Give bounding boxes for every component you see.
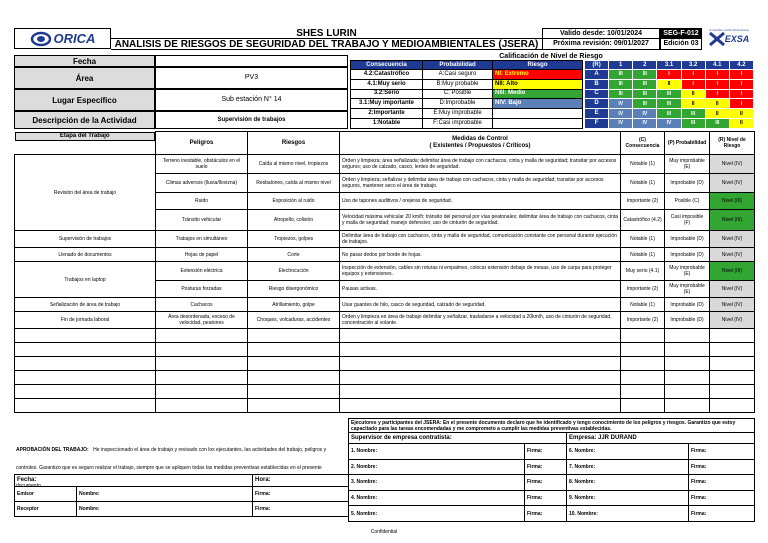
fecha-label: Fecha — [14, 55, 155, 67]
valid-from: Valido desde: 10/01/2024 — [542, 28, 660, 39]
legend-consecuencia: 3.1:Muy importante — [351, 99, 423, 109]
orica-swirl-icon — [30, 31, 52, 47]
row-etapa: Llenado de documentos — [15, 248, 156, 262]
orica-logo — [14, 28, 111, 49]
matrix-col-header: (R) — [585, 61, 609, 70]
empty-cell[interactable] — [248, 329, 340, 343]
matrix-cell: IV — [609, 118, 633, 128]
lugar-label: Lugar Específico — [14, 89, 155, 111]
empty-cell[interactable] — [710, 371, 755, 385]
row-probabilidad: Improbable (D) — [665, 298, 710, 312]
participant-nombre[interactable]: 8. Nombre: — [567, 475, 689, 491]
participant-nombre[interactable]: 1. Nombre: — [349, 444, 525, 460]
empty-cell[interactable] — [15, 329, 156, 343]
participant-nombre[interactable]: 9. Nombre: — [567, 490, 689, 506]
legend-probabilidad-header: Probabilidad — [423, 61, 493, 70]
row-consecuencia: Notable (1) — [621, 155, 665, 174]
matrix-row-header: C — [585, 89, 609, 99]
participant-firma[interactable]: Firma: — [689, 506, 755, 522]
hazard-table — [14, 131, 755, 413]
matrix-cell: III — [705, 118, 729, 128]
empty-cell[interactable] — [248, 371, 340, 385]
doc-code: SEG-F-012 — [660, 28, 702, 39]
next-review: Próxima revisión: 09/01/2027 — [542, 38, 660, 50]
matrix-cell: II — [705, 109, 729, 119]
empty-cell[interactable] — [156, 343, 248, 357]
edition: Edición 03 — [660, 38, 702, 50]
matrix-cell: IV — [633, 109, 657, 119]
matrix-col-header: 3.1 — [657, 61, 681, 70]
empty-cell[interactable] — [340, 329, 621, 343]
row-nivel: Nivel (III) — [710, 210, 755, 231]
desc-value[interactable]: Supervisión de trabajos — [155, 111, 348, 129]
matrix-cell: II — [705, 99, 729, 109]
matrix-cell: II — [657, 79, 681, 89]
row-riesgo: Atropello, colisión — [248, 210, 340, 231]
row-medida: Inspección de extensión, cables sin roturas ni empalmes, colocar extensión debajo de mesas, uso de carpa para proteger equipos y extensiones. — [340, 262, 621, 281]
empty-cell[interactable] — [156, 399, 248, 413]
col-medidas-title: Medidas de Control — [452, 136, 508, 142]
desc-label: Descripción de la Actividad — [14, 111, 155, 129]
row-probabilidad: Muy improbable (E) — [665, 262, 710, 281]
legend-probabilidad: A:Casi seguro — [423, 70, 493, 80]
participant-nombre[interactable]: 5. Nombre: — [349, 506, 525, 522]
lugar-value[interactable]: Sub estación N° 14 — [155, 89, 348, 111]
legend-consecuencia: 2:Importante — [351, 109, 423, 119]
participant-firma[interactable]: Firma: — [525, 475, 567, 491]
confidential-label: Confidential — [370, 529, 398, 535]
risk-table-title: Calificación de Nivel de Riesgo — [499, 52, 603, 60]
empty-cell[interactable] — [15, 357, 156, 371]
row-etapa: Fin de jornada laboral — [15, 312, 156, 329]
empty-cell[interactable] — [248, 357, 340, 371]
matrix-cell: IV — [609, 109, 633, 119]
col-probabilidad: (P) Probabilidad — [665, 132, 710, 155]
row-nivel: Nivel (IV) — [710, 155, 755, 174]
empty-cell[interactable] — [248, 385, 340, 399]
col-medidas-sub: ( Existentes / Propuestos / Críticos) — [429, 143, 531, 149]
empty-cell[interactable] — [248, 343, 340, 357]
empty-cell[interactable] — [665, 371, 710, 385]
row-probabilidad: Muy improbable (E) — [665, 155, 710, 174]
empty-cell[interactable] — [15, 399, 156, 413]
legend-empty — [493, 109, 583, 119]
empty-cell[interactable] — [665, 357, 710, 371]
row-etapa: Señalización de área de trabajo — [15, 298, 156, 312]
ejecutores-text: Ejecutores y participantes del JSERA: En el presente documento declaro que he identificado y tengo conocimiento de los peligros y riesgos. Garantizo que estoy capacitado para las tareas encomendadas y me comprometo a cumplir las medidas preventivas establecidas. — [349, 419, 755, 433]
emisor-label: Emisor — [15, 487, 77, 502]
exsa-x-icon — [709, 32, 725, 46]
matrix-cell: III — [657, 99, 681, 109]
empty-cell[interactable] — [248, 399, 340, 413]
legend-probabilidad: C: Posible — [423, 89, 493, 99]
row-riesgo: Corte — [248, 248, 340, 262]
row-nivel: Nivel (III) — [710, 193, 755, 210]
supervisor-label: Supervisor de empresa contratista: — [349, 433, 567, 444]
participant-nombre[interactable]: 2. Nombre: — [349, 459, 525, 475]
empty-cell[interactable] — [710, 343, 755, 357]
participant-firma[interactable]: Firma: — [689, 444, 755, 460]
receptor-label: Receptor — [15, 502, 77, 517]
empty-cell[interactable] — [621, 329, 665, 343]
row-nivel: Nivel (IV) — [710, 281, 755, 298]
row-peligro: Área desordenada, exceso de velocidad, peatones — [156, 312, 248, 329]
legend-consecuencia: 4.1:Muy serio — [351, 79, 423, 89]
row-medida: Orden y limpieza; señalizar y delimitar área de trabajo con cachacos, cinta y malla de seguridad; transitar por accesos seguros, mantener seco el área de trabajo. — [340, 174, 621, 193]
matrix-cell: III — [609, 79, 633, 89]
participant-firma[interactable]: Firma: — [689, 459, 755, 475]
row-medida: Pausas activas. — [340, 281, 621, 298]
col-nivel: (R) Nivel de Riesgo — [710, 132, 755, 155]
matrix-cell: III — [633, 79, 657, 89]
empty-cell[interactable] — [621, 371, 665, 385]
row-consecuencia: Notable (1) — [621, 248, 665, 262]
matrix-cell: I — [729, 70, 753, 80]
row-medida: Orden y limpieza; área señalizada; delimitar área de trabajo con cachacos, cinta y malla de seguridad; transitar por accesos seguros; uso de calzado, casco, lentes de seguridad. — [340, 155, 621, 174]
row-nivel: Nivel (IV) — [710, 174, 755, 193]
orica-logo-text: ORICA — [53, 31, 96, 46]
matrix-row-header: D — [585, 99, 609, 109]
matrix-row-header: B — [585, 79, 609, 89]
row-consecuencia: Notable (1) — [621, 298, 665, 312]
row-medida: Usar guantes de hilo, casco de seguridad, calzado de seguridad. — [340, 298, 621, 312]
row-peligro: Ruido — [156, 193, 248, 210]
area-value[interactable]: PV3 — [155, 67, 348, 89]
row-consecuencia: Notable (1) — [621, 231, 665, 248]
page-subtitle: ANALISIS DE RIESGOS DE SEGURIDAD DEL TRABAJO Y MEDIOAMBIENTALES (JSERA) — [111, 38, 542, 50]
row-etapa: Supervisión de trabajos — [15, 231, 156, 248]
matrix-row-header: F — [585, 118, 609, 128]
row-consecuencia: Catastrófico (4.2) — [621, 210, 665, 231]
participant-nombre[interactable]: 7. Nombre: — [567, 459, 689, 475]
row-peligro: Posturas forzadas — [156, 281, 248, 298]
empty-cell[interactable] — [340, 343, 621, 357]
matrix-cell: III — [633, 99, 657, 109]
participant-firma[interactable]: Firma: — [525, 490, 567, 506]
legend-probabilidad: F:Casi improbable — [423, 118, 493, 128]
receptor-nombre[interactable]: Nombre: — [77, 502, 253, 517]
legend-nivel: NIV: Bajo — [493, 99, 583, 109]
matrix-cell: IV — [633, 118, 657, 128]
legend-probabilidad: D:Improbable — [423, 99, 493, 109]
matrix-cell: I — [729, 79, 753, 89]
participant-nombre[interactable]: 6. Nombre: — [567, 444, 689, 460]
legend-consecuencia: 1:Notable — [351, 118, 423, 128]
row-nivel: Nivel (IV) — [710, 312, 755, 329]
matrix-col-header: 2 — [633, 61, 657, 70]
matrix-cell: III — [633, 89, 657, 99]
area-label: Área — [14, 67, 155, 89]
risk-legend — [350, 60, 582, 128]
participant-firma[interactable]: Firma: — [525, 459, 567, 475]
col-consecuencia: (C) Consecuencia — [621, 132, 665, 155]
exsa-logo — [704, 24, 754, 50]
empty-cell[interactable] — [156, 357, 248, 371]
approval-table — [14, 474, 349, 517]
row-etapa: Trabajos en laptop — [15, 262, 156, 298]
row-riesgo: Riesgo disergonómico — [248, 281, 340, 298]
legend-consecuencia-header: Consecuencia — [351, 61, 423, 70]
matrix-cell: III — [609, 89, 633, 99]
row-peligro: Tránsito vehicular — [156, 210, 248, 231]
row-consecuencia: Importante (2) — [621, 312, 665, 329]
legend-probabilidad: B:Muy probable — [423, 79, 493, 89]
approval-fecha[interactable]: Fecha: — [15, 475, 253, 487]
row-peligro: Cachacos — [156, 298, 248, 312]
col-medidas — [340, 132, 621, 155]
row-consecuencia: Muy serio (4.1) — [621, 262, 665, 281]
row-probabilidad: Casi imposible (F) — [665, 210, 710, 231]
row-medida: No pasar dedos por borde de hojas. — [340, 248, 621, 262]
row-riesgo: Atrillamiento, golpe — [248, 298, 340, 312]
empty-cell[interactable] — [15, 371, 156, 385]
empty-cell[interactable] — [665, 329, 710, 343]
row-probabilidad: Improbable (D) — [665, 312, 710, 329]
matrix-cell: I — [681, 79, 705, 89]
matrix-cell: III — [657, 109, 681, 119]
emisor-nombre[interactable]: Nombre: — [77, 487, 253, 502]
matrix-cell: II — [729, 118, 753, 128]
matrix-cell: IV — [609, 99, 633, 109]
empresa-label: Empresa: JJR DURAND — [567, 433, 755, 444]
row-riesgo: Exposición al ruido — [248, 193, 340, 210]
emisor-firma[interactable]: Firma: — [253, 487, 349, 502]
row-probabilidad: Improbable (D) — [665, 231, 710, 248]
row-consecuencia: Importante (2) — [621, 193, 665, 210]
approval-title: APROBACIÓN DEL TRABAJO: — [16, 447, 89, 453]
matrix-col-header: 4.2 — [729, 61, 753, 70]
row-etapa: Revisión del área de trabajo — [15, 155, 156, 231]
row-nivel: Nivel (III) — [710, 262, 755, 281]
page-title: SHES LURIN — [296, 28, 357, 39]
participant-firma[interactable]: Firma: — [689, 475, 755, 491]
participant-nombre[interactable]: 10. Nombre: — [567, 506, 689, 522]
empty-cell[interactable] — [665, 343, 710, 357]
legend-consecuencia: 3.2:Serio — [351, 89, 423, 99]
matrix-cell: I — [705, 89, 729, 99]
matrix-cell: III — [633, 70, 657, 80]
legend-probabilidad: E:Muy improbable — [423, 109, 493, 119]
empty-cell[interactable] — [621, 399, 665, 413]
row-consecuencia: Notable (1) — [621, 174, 665, 193]
empty-cell[interactable] — [710, 357, 755, 371]
empty-cell[interactable] — [340, 399, 621, 413]
row-peligro: Terreno inestable, obstáculos en el suelo — [156, 155, 248, 174]
row-consecuencia: Importante (2) — [621, 281, 665, 298]
receptor-firma[interactable]: Firma: — [253, 502, 349, 517]
row-probabilidad: Improbable (D) — [665, 248, 710, 262]
row-nivel: Nivel (IV) — [710, 231, 755, 248]
participant-firma[interactable]: Firma: — [689, 490, 755, 506]
matrix-cell: IV — [657, 118, 681, 128]
empty-cell[interactable] — [665, 385, 710, 399]
matrix-cell: III — [681, 109, 705, 119]
row-peligro: Hojas de papel — [156, 248, 248, 262]
empty-cell[interactable] — [665, 399, 710, 413]
empty-cell[interactable] — [156, 329, 248, 343]
empty-cell[interactable] — [710, 399, 755, 413]
matrix-cell: I — [729, 99, 753, 109]
row-probabilidad: Muy improbable (E) — [665, 281, 710, 298]
matrix-cell: I — [681, 70, 705, 80]
empty-cell[interactable] — [621, 343, 665, 357]
matrix-row-header: A — [585, 70, 609, 80]
matrix-row-header: E — [585, 109, 609, 119]
row-peligro: Climas adversos (lluvia/llovizna) — [156, 174, 248, 193]
matrix-cell: I — [657, 70, 681, 80]
row-riesgo: Electrocución — [248, 262, 340, 281]
row-peligro: Trabajos en simultáneo — [156, 231, 248, 248]
col-peligros: Peligros — [156, 132, 248, 155]
col-riesgos: Riesgos — [248, 132, 340, 155]
empty-cell[interactable] — [710, 329, 755, 343]
legend-consecuencia: 4.2:Catastrófico — [351, 70, 423, 80]
row-riesgo: Resbalones, caída al mismo nivel — [248, 174, 340, 193]
row-riesgo: Choques, volcaduras, accidentes — [248, 312, 340, 329]
legend-riesgo-header: Riesgo — [493, 61, 583, 70]
matrix-col-header: 4.1 — [705, 61, 729, 70]
exsa-tagline: A member of the Orica Group — [709, 28, 749, 32]
participant-nombre[interactable]: 3. Nombre: — [349, 475, 525, 491]
empty-cell[interactable] — [156, 371, 248, 385]
matrix-cell: III — [609, 70, 633, 80]
matrix-cell: I — [705, 79, 729, 89]
empty-cell[interactable] — [156, 385, 248, 399]
empty-cell[interactable] — [15, 343, 156, 357]
row-medida: Orden y limpieza en área de trabajo delimitar y señalizar, trasladarse a velocidad a 20km/h, uso de cinturón de seguridad, concentración al volante. — [340, 312, 621, 329]
matrix-cell: I — [705, 70, 729, 80]
row-peligro: Extensión eléctrica — [156, 262, 248, 281]
exsa-logo-text: EXSA — [724, 34, 750, 44]
col-etapa: Etapa del Trabajo — [15, 132, 156, 141]
matrix-cell: III — [681, 118, 705, 128]
matrix-col-header: 1 — [609, 61, 633, 70]
fecha-value[interactable] — [155, 55, 348, 67]
matrix-cell: II — [729, 109, 753, 119]
participants-table — [348, 418, 755, 522]
risk-matrix — [584, 60, 754, 128]
matrix-cell: I — [729, 89, 753, 99]
row-medida: Velocidad máxima vehicular 20 km/h; tránsito del personal por vías peatonales; delimitar área de trabajo con cachacos, cinta y malla de seguridad; manejo defensivo; uso de cinturón de seguridad. — [340, 210, 621, 231]
participant-firma[interactable]: Firma: — [525, 444, 567, 460]
empty-cell[interactable] — [340, 371, 621, 385]
row-nivel: Nivel (IV) — [710, 298, 755, 312]
empty-cell[interactable] — [340, 385, 621, 399]
empty-cell[interactable] — [340, 357, 621, 371]
approval-hora[interactable]: Hora: — [253, 475, 349, 487]
empty-cell[interactable] — [15, 385, 156, 399]
matrix-cell: II — [681, 99, 705, 109]
legend-empty — [493, 118, 583, 128]
legend-nivel: NII: Alto — [493, 79, 583, 89]
row-probabilidad: Improbable (D) — [665, 174, 710, 193]
matrix-cell: II — [681, 89, 705, 99]
matrix-col-header: 3.2 — [681, 61, 705, 70]
empty-cell[interactable] — [621, 385, 665, 399]
matrix-cell: III — [657, 89, 681, 99]
empty-cell[interactable] — [710, 385, 755, 399]
row-medida: Delimitar área de trabajo con cachacos, cinta y malla de seguridad, comunicación constante con personal durante ejecución de trabajos. — [340, 231, 621, 248]
row-nivel: Nivel (IV) — [710, 248, 755, 262]
row-riesgo: Tropiezos, golpes — [248, 231, 340, 248]
row-riesgo: Caída al mismo nivel, tropiezos — [248, 155, 340, 174]
empty-cell[interactable] — [621, 357, 665, 371]
approval-text: He inspeccionado el área de trabajo y revisado con los ejecutantes, las actividades del trabajo, peligros y controles. Garantizo que es seguro realizar el trabajo, siempre que se apliquen todas las medidas preventivas establecidas en el presente documento. — [16, 447, 327, 489]
participant-nombre[interactable]: 4. Nombre: — [349, 490, 525, 506]
row-probabilidad: Posible (C) — [665, 193, 710, 210]
legend-nivel: NIII: Medio — [493, 89, 583, 99]
participant-firma[interactable]: Firma: — [525, 506, 567, 522]
legend-nivel: NI: Extremo — [493, 70, 583, 80]
row-medida: Uso de tapones auditivos / orejeras de seguridad. — [340, 193, 621, 210]
